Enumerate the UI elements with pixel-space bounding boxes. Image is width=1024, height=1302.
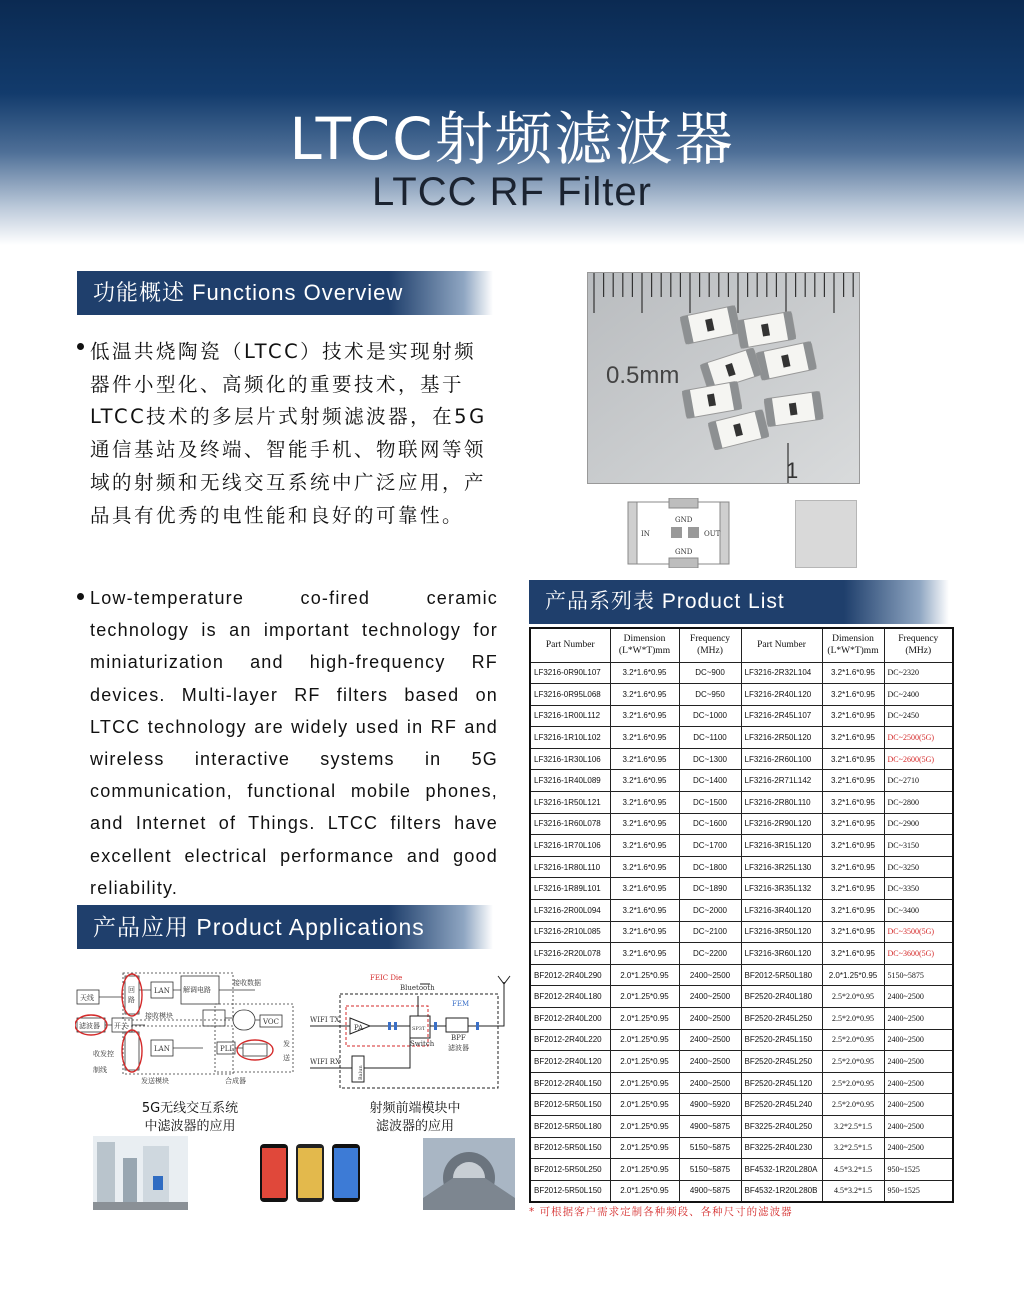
table-cell: LF3216-2R10L085	[530, 921, 610, 943]
table-cell: DC~3150	[884, 835, 953, 857]
out-label: OUT	[704, 530, 721, 538]
table-cell: 2.0*1.25*0.95	[610, 964, 679, 986]
table-cell: BF2012-5R50L150	[530, 1094, 610, 1116]
table-cell: DC~2200	[679, 943, 741, 965]
d2-label-9: WIFI RX	[310, 1058, 341, 1066]
table-cell: LF3216-0R90L107	[530, 662, 610, 684]
table-cell: BF2012-2R40L290	[530, 964, 610, 986]
caption-rf-frontend: 射频前端模块中 滤波器的应用	[369, 1101, 461, 1134]
table-cell: 5150~5875	[679, 1159, 741, 1181]
table-cell: 2.0*1.25*0.95	[610, 1008, 679, 1030]
table-cell: 3.2*1.6*0.95	[610, 878, 679, 900]
table-row	[530, 1180, 953, 1202]
d2-label-1: Bluetooth	[400, 984, 435, 992]
table-row	[530, 662, 953, 684]
table-cell: 2.5*2.0*0.95	[822, 1029, 884, 1051]
table-cell: DC~2100	[679, 921, 741, 943]
d1-label-9: 滤波器	[79, 1022, 100, 1030]
table-cell: 3.2*1.6*0.95	[822, 684, 884, 706]
table-cell: BF2012-5R50L150	[530, 1137, 610, 1159]
table-cell: 2.0*1.25*0.95	[610, 1137, 679, 1159]
table-cell: DC~3400	[884, 900, 953, 922]
table-row	[530, 727, 953, 749]
d1-label-10: PLL	[220, 1045, 235, 1053]
table-cell: DC~2400	[884, 684, 953, 706]
table-cell: DC~2800	[884, 792, 953, 814]
table-cell: 3.2*1.6*0.95	[822, 748, 884, 770]
table-row	[530, 835, 953, 857]
table-cell: 3.2*1.6*0.95	[822, 705, 884, 727]
d1-label-0: 接收数据	[233, 979, 261, 987]
table-cell: LF3216-2R20L078	[530, 943, 610, 965]
table-row	[530, 1051, 953, 1073]
table-cell: 3.2*1.6*0.95	[610, 727, 679, 749]
table-cell: BF2012-5R50L250	[530, 1159, 610, 1181]
col-frequency: Frequency (MHz)	[679, 628, 741, 662]
table-cell: DC~2710	[884, 770, 953, 792]
custom-note: * 可根据客户需求定制各种频段、各种尺寸的滤波器	[529, 1206, 793, 1218]
table-cell: 2400~2500	[679, 1072, 741, 1094]
table-cell: DC~1500	[679, 792, 741, 814]
bullet-en	[77, 593, 84, 600]
in-label: IN	[641, 530, 650, 538]
table-cell: 3.2*1.6*0.95	[610, 684, 679, 706]
table-cell: DC~900	[679, 662, 741, 684]
table-cell: LF3216-3R25L130	[741, 856, 822, 878]
table-cell: DC~3250	[884, 856, 953, 878]
functions-text-cn: 低温共烧陶瓷（LTCC）技术是实现射频器件小型化、高频化的重要技术，基于LTCC技术的多层片式射频滤波器，在5G通信基站及终端、智能手机、物联网等领域的射频和无线交互系统中广泛应用，产品具有优秀的电性能和良好的可靠性。	[90, 340, 487, 527]
d1-label-15: 发	[283, 1040, 290, 1048]
smartphones-image	[258, 1140, 363, 1204]
table-row	[530, 748, 953, 770]
table-cell: 2.5*2.0*0.95	[822, 1008, 884, 1030]
d1-label-5: 解调电路	[183, 986, 211, 994]
table-cell: 3.2*1.6*0.95	[610, 856, 679, 878]
table-row	[530, 986, 953, 1008]
table-cell: BF4532-1R20L280B	[741, 1180, 822, 1202]
table-cell: LF3216-1R50L121	[530, 792, 610, 814]
table-cell: LF3216-2R40L120	[741, 684, 822, 706]
d2-label-4: PA	[354, 1024, 364, 1032]
table-cell: DC~1700	[679, 835, 741, 857]
table-cell: 3.2*1.6*0.95	[822, 900, 884, 922]
table-header-row	[530, 628, 953, 662]
d2-label-0: FEIC Die	[370, 974, 403, 982]
table-cell: LF3216-2R32L104	[741, 662, 822, 684]
table-cell: DC~1100	[679, 727, 741, 749]
table-row	[530, 1094, 953, 1116]
table-cell: DC~3600(5G)	[884, 943, 953, 965]
table-cell: DC~1000	[679, 705, 741, 727]
table-cell: BF2012-2R40L200	[530, 1008, 610, 1030]
table-cell: BF2012-5R50L180	[530, 1115, 610, 1137]
table-cell: LF3216-3R50L120	[741, 921, 822, 943]
table-cell: BF2520-2R45L240	[741, 1094, 822, 1116]
table-cell: 2.0*1.25*0.95	[610, 1115, 679, 1137]
product-table	[529, 627, 954, 1203]
table-cell: BF3225-2R40L230	[741, 1137, 822, 1159]
table-cell: 3.2*2.5*1.5	[822, 1137, 884, 1159]
table-cell: 3.2*1.6*0.95	[610, 705, 679, 727]
functions-heading: 功能概述 Functions Overview	[77, 271, 493, 315]
table-cell: BF2012-2R40L220	[530, 1029, 610, 1051]
table-cell: 950~1525	[884, 1180, 953, 1202]
table-cell: LF3216-2R00L094	[530, 900, 610, 922]
table-cell: DC~1890	[679, 878, 741, 900]
table-cell: BF2520-2R45L120	[741, 1072, 822, 1094]
table-cell: 3.2*1.6*0.95	[610, 900, 679, 922]
d1-label-7: 开关	[114, 1022, 128, 1030]
table-cell: DC~1400	[679, 770, 741, 792]
table-cell: BF2520-2R45L150	[741, 1029, 822, 1051]
table-cell: LF3216-2R60L100	[741, 748, 822, 770]
table-cell: LF3216-2R50L120	[741, 727, 822, 749]
table-cell: DC~2600(5G)	[884, 748, 953, 770]
table-cell: DC~2450	[884, 705, 953, 727]
table-cell: LF3216-2R45L107	[741, 705, 822, 727]
table-cell: DC~2320	[884, 662, 953, 684]
table-cell: 3.2*1.6*0.95	[822, 727, 884, 749]
table-cell: 5150~5875	[679, 1137, 741, 1159]
table-cell: 950~1525	[884, 1159, 953, 1181]
table-cell: 3.2*1.6*0.95	[610, 792, 679, 814]
d2-label-6: Switch	[410, 1040, 435, 1048]
table-cell: 2.5*2.0*0.95	[822, 1051, 884, 1073]
wireless-system-diagram	[75, 968, 295, 1092]
col-part-number: Part Number	[530, 628, 610, 662]
table-cell: LF3216-3R60L120	[741, 943, 822, 965]
table-cell: DC~2500(5G)	[884, 727, 953, 749]
table-cell: 3.2*1.6*0.95	[822, 662, 884, 684]
table-cell: 2400~2500	[679, 1051, 741, 1073]
table-cell: DC~950	[679, 684, 741, 706]
table-cell: 4.5*3.2*1.5	[822, 1159, 884, 1181]
table-cell: 2400~2500	[679, 1029, 741, 1051]
functions-text-en: Low-temperature co-fired ceramic technology is an important technology for miniaturization and high-frequency RF devices. Multi-layer RF filters based on LTCC technology are widely used in RF and wireless interactive systems in 5G communication, functional mobile phones, and Internet of Things. LTCC filters have excellent electrical performance and good reliability.	[90, 588, 498, 898]
gnd-top-label: GND	[675, 516, 693, 524]
table-cell: DC~2000	[679, 900, 741, 922]
scale-mark: 1	[786, 458, 799, 483]
d2-label-8: 滤波器	[448, 1044, 469, 1052]
scale-label: 0.5mm	[606, 362, 680, 389]
rf-frontend-diagram	[308, 968, 518, 1092]
col-dimension-2: Dimension (L*W*T)mm	[822, 628, 884, 662]
table-cell: 2.0*1.25*0.95	[610, 1159, 679, 1181]
base-station-image	[93, 1136, 188, 1210]
table-cell: 2400~2500	[679, 964, 741, 986]
table-cell: 3.2*1.6*0.95	[610, 662, 679, 684]
table-row	[530, 1029, 953, 1051]
table-row	[530, 856, 953, 878]
gnd-bottom-label: GND	[675, 548, 693, 556]
table-cell: DC~3350	[884, 878, 953, 900]
table-row	[530, 964, 953, 986]
table-cell: BF2012-2R40L180	[530, 986, 610, 1008]
table-cell: 3.2*1.6*0.95	[610, 943, 679, 965]
table-cell: 2400~2500	[884, 1072, 953, 1094]
table-cell: 3.2*2.5*1.5	[822, 1115, 884, 1137]
package-swatch	[795, 500, 857, 568]
table-cell: 2400~2500	[884, 1115, 953, 1137]
bullet-cn	[77, 343, 84, 350]
table-row	[530, 1115, 953, 1137]
table-cell: 2400~2500	[679, 986, 741, 1008]
d1-label-6: 接收模块	[145, 1012, 173, 1020]
d1-label-2: 回	[128, 986, 135, 994]
table-cell: 2.5*2.0*0.95	[822, 1072, 884, 1094]
table-row	[530, 900, 953, 922]
table-cell: LF3216-1R10L102	[530, 727, 610, 749]
table-cell: 2400~2500	[884, 1137, 953, 1159]
table-cell: 2.0*1.25*0.95	[610, 1029, 679, 1051]
table-row	[530, 1159, 953, 1181]
table-cell: 3.2*1.6*0.95	[822, 943, 884, 965]
table-row	[530, 770, 953, 792]
table-cell: 2400~2500	[679, 1008, 741, 1030]
table-cell: 3.2*1.6*0.95	[822, 878, 884, 900]
table-cell: 2.0*1.25*0.95	[610, 986, 679, 1008]
table-cell: BF4532-1R20L280A	[741, 1159, 822, 1181]
d1-lan-2: LAN	[154, 1045, 170, 1053]
table-cell: LF3216-1R60L078	[530, 813, 610, 835]
d2-label-5: SP3T	[412, 1026, 426, 1032]
table-cell: BF2520-2R45L250	[741, 1051, 822, 1073]
table-cell: BF2012-5R50L180	[741, 964, 822, 986]
table-cell: LF3216-2R71L142	[741, 770, 822, 792]
table-cell: 3.2*1.6*0.95	[822, 770, 884, 792]
table-cell: BF3225-2R40L250	[741, 1115, 822, 1137]
table-row	[530, 1137, 953, 1159]
table-cell: LF3216-0R95L068	[530, 684, 610, 706]
table-row	[530, 1072, 953, 1094]
table-cell: 2400~2500	[884, 986, 953, 1008]
radar-image	[423, 1138, 515, 1210]
table-cell: 2.0*1.25*0.95	[610, 1094, 679, 1116]
table-cell: 3.2*1.6*0.95	[610, 921, 679, 943]
package-diagram	[627, 498, 730, 568]
table-cell: 2400~2500	[884, 1051, 953, 1073]
table-cell: DC~1800	[679, 856, 741, 878]
table-cell: BF2520-2R45L250	[741, 1008, 822, 1030]
d2-label-10: Balun	[358, 1065, 364, 1080]
product-list-heading: 产品系列表 Product List	[529, 580, 949, 624]
table-cell: LF3216-1R70L106	[530, 835, 610, 857]
d1-label-8: VOC	[263, 1018, 280, 1026]
table-cell: LF3216-1R40L089	[530, 770, 610, 792]
table-cell: 2400~2500	[884, 1029, 953, 1051]
table-cell: 2400~2500	[884, 1008, 953, 1030]
title-en: LTCC RF Filter	[372, 170, 652, 214]
table-cell: 5150~5875	[884, 964, 953, 986]
title-cn: LTCC射频滤波器	[289, 105, 735, 173]
table-cell: 2.0*1.25*0.95	[610, 1051, 679, 1073]
table-cell: 3.2*1.6*0.95	[610, 748, 679, 770]
d1-label-4: LAN	[154, 987, 170, 995]
table-cell: DC~1300	[679, 748, 741, 770]
d1-label-16: 送	[283, 1054, 290, 1062]
table-cell: LF3216-3R35L132	[741, 878, 822, 900]
table-cell: 3.2*1.6*0.95	[822, 792, 884, 814]
col-dimension: Dimension (L*W*T)mm	[610, 628, 679, 662]
table-cell: 3.2*1.6*0.95	[610, 813, 679, 835]
table-cell: 4900~5875	[679, 1180, 741, 1202]
table-cell: 3.2*1.6*0.95	[610, 770, 679, 792]
table-row	[530, 813, 953, 835]
table-cell: BF2012-2R40L150	[530, 1072, 610, 1094]
table-row	[530, 921, 953, 943]
table-row	[530, 943, 953, 965]
table-cell: BF2520-2R40L180	[741, 986, 822, 1008]
table-row	[530, 792, 953, 814]
table-cell: LF3216-1R30L106	[530, 748, 610, 770]
table-cell: DC~3500(5G)	[884, 921, 953, 943]
d1-label-1: 天线	[80, 994, 94, 1002]
table-row	[530, 878, 953, 900]
col-frequency-2: Frequency (MHz)	[884, 628, 953, 662]
table-row	[530, 1008, 953, 1030]
table-cell: LF3216-2R80L110	[741, 792, 822, 814]
table-cell: 3.2*1.6*0.95	[610, 835, 679, 857]
table-cell: 4.5*3.2*1.5	[822, 1180, 884, 1202]
caption-wireless: 5G无线交互系统 中滤波器的应用	[141, 1101, 239, 1134]
table-cell: BF2012-5R50L150	[530, 1180, 610, 1202]
col-part-number-2: Part Number	[741, 628, 822, 662]
table-cell: 2400~2500	[884, 1094, 953, 1116]
table-cell: BF2012-2R40L120	[530, 1051, 610, 1073]
table-cell: 2.0*1.25*0.95	[610, 1072, 679, 1094]
table-cell: LF3216-3R40L120	[741, 900, 822, 922]
table-cell: 3.2*1.6*0.95	[822, 813, 884, 835]
d2-label-2: FEM	[452, 1000, 470, 1008]
table-cell: LF3216-2R90L120	[741, 813, 822, 835]
d1-label-12: 制线	[93, 1066, 107, 1074]
d2-label-3: WIFI TX	[310, 1016, 340, 1024]
table-cell: 3.2*1.6*0.95	[822, 856, 884, 878]
table-cell: 4900~5875	[679, 1115, 741, 1137]
d1-label-3: 路	[128, 996, 135, 1004]
table-row	[530, 705, 953, 727]
table-cell: 3.2*1.6*0.95	[822, 835, 884, 857]
table-cell: DC~2900	[884, 813, 953, 835]
table-cell: LF3216-1R00L112	[530, 705, 610, 727]
table-cell: 3.2*1.6*0.95	[822, 921, 884, 943]
table-cell: LF3216-1R80L110	[530, 856, 610, 878]
d1-label-11: 收发控	[93, 1050, 114, 1058]
table-cell: 2.0*1.25*0.95	[610, 1180, 679, 1202]
table-cell: 4900~5920	[679, 1094, 741, 1116]
table-cell: DC~1600	[679, 813, 741, 835]
d1-label-13: 发送模块	[141, 1077, 169, 1085]
table-cell: LF3216-3R15L120	[741, 835, 822, 857]
d2-label-7: BPF	[451, 1034, 466, 1042]
product-photo	[587, 272, 860, 484]
table-cell: 2.5*2.0*0.95	[822, 1094, 884, 1116]
applications-heading: 产品应用 Product Applications	[77, 905, 493, 949]
d1-label-14: 合成器	[225, 1077, 246, 1085]
table-cell: 2.0*1.25*0.95	[822, 964, 884, 986]
table-row	[530, 684, 953, 706]
table-cell: LF3216-1R89L101	[530, 878, 610, 900]
table-cell: 2.5*2.0*0.95	[822, 986, 884, 1008]
